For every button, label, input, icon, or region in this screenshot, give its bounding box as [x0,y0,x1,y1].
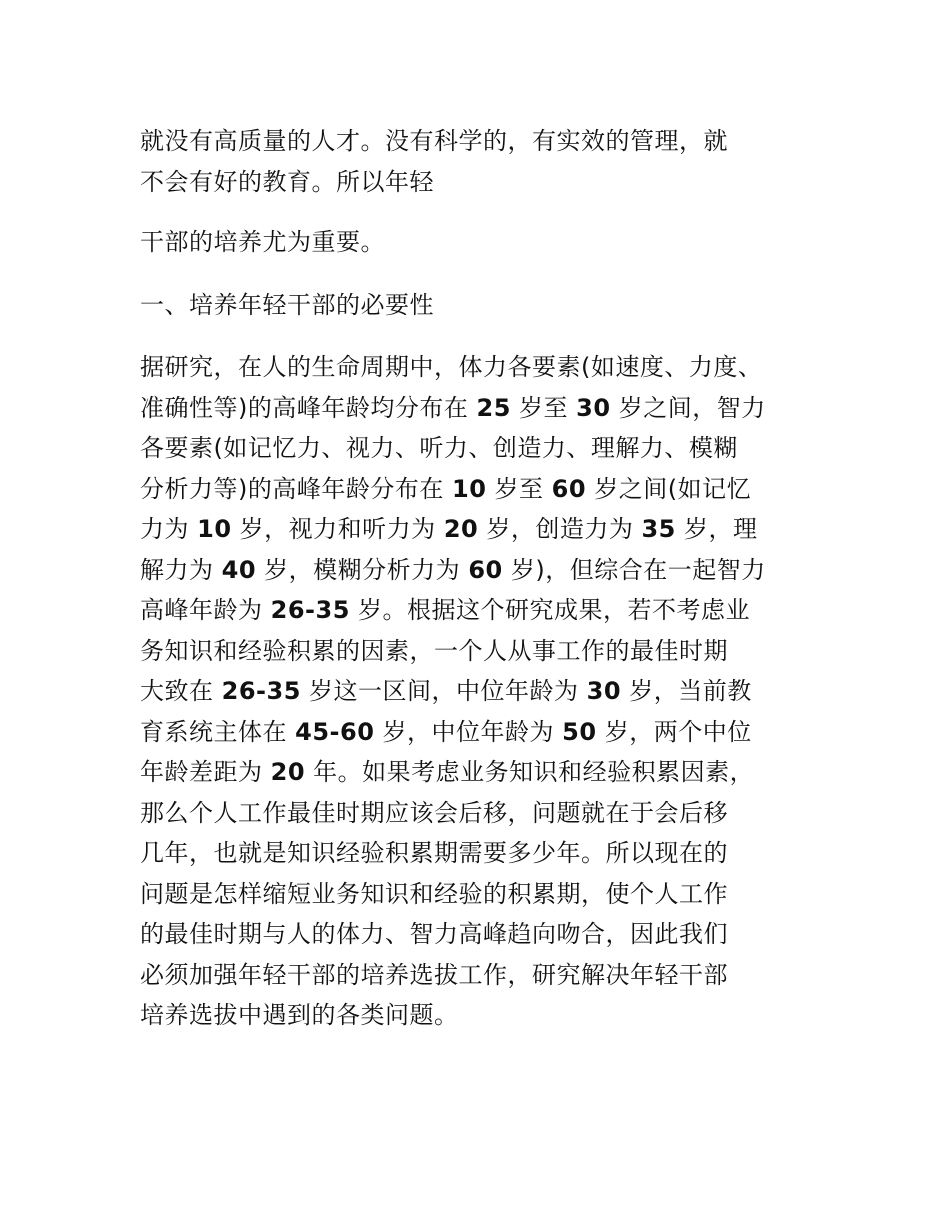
text-line: 年龄差距为 20 年。如果考虑业务知识和经验积累因素， [140,758,755,786]
text-line: 育系统主体在 45-60 岁，中位年龄为 50 岁，两个中位 [140,717,752,746]
number-text: 10 [197,515,232,543]
text-line: 大致在 26-35 岁这一区间，中位年龄为 30 岁，当前教 [140,677,752,705]
text-line: 培养选拔中遇到的各类问题。 [140,1001,459,1029]
text-line: 几年，也就是知识经验积累期需要多少年。所以现在的 [140,839,728,867]
intro-paragraph [140,121,812,202]
number-text: 30 [586,677,622,705]
text-line: 那么个人工作最佳时期应该会后移，问题就在于会后移 [140,798,728,827]
number-text: 25 [476,393,511,422]
number-text: 20 [270,758,306,786]
section-heading [140,285,812,326]
text-line: 问题是怎样缩短业务知识和经验的积累期，使个人工作 [140,879,728,908]
text-line: 的最佳时期与人的体力、智力高峰趋向吻合，因此我们 [140,920,728,948]
heading-text: 一、培养年轻干部的必要性 [140,290,434,319]
number-text: 35 [641,515,676,543]
text-line: 分析力等)的高峰年龄分布在 10 岁至 60 岁之间(如记忆 [140,474,752,503]
number-text: 20 [443,515,479,543]
number-text: 26-35 [221,677,301,705]
number-text: 60 [468,555,503,584]
number-text: 40 [221,555,257,584]
text-line: 解力为 40 岁，模糊分析力为 60 岁)，但综合在一起智力 [140,555,766,584]
number-text: 10 [452,474,487,503]
text-line: 力为 10 岁，视力和听力为 20 岁，创造力为 35 岁，理 [140,515,758,543]
text-line: 高峰年龄为 26-35 岁。根据这个研究成果，若不考虑业 [140,596,751,624]
text-line: 就没有高质量的人才。没有科学的，有实效的管理，就 [140,127,728,155]
number-text: 30 [576,393,611,422]
text-line: 各要素(如记忆力、视力、听力、创造力、理解力、模糊 [140,434,738,462]
text-line: 不会有好的教育。所以年轻 [140,167,434,196]
text-line: 务知识和经验积累的因素，一个人从事工作的最佳时期 [140,636,728,665]
intro-continuation [140,222,812,263]
number-text: 60 [551,474,587,503]
text-line: 据研究，在人的生命周期中，体力各要素(如速度、力度、 [140,353,763,381]
text-line: 准确性等)的高峰年龄均分布在 25 岁至 30 岁之间，智力 [140,393,766,422]
number-text: 50 [562,717,597,746]
body-paragraph [140,347,812,1036]
text-line: 干部的培养尤为重要。 [140,228,385,256]
number-text: 26-35 [270,596,350,624]
text-line: 必须加强年轻干部的培养选拔工作，研究解决年轻干部 [140,960,728,989]
number-text: 45-60 [295,717,375,746]
document-body [140,121,812,1036]
